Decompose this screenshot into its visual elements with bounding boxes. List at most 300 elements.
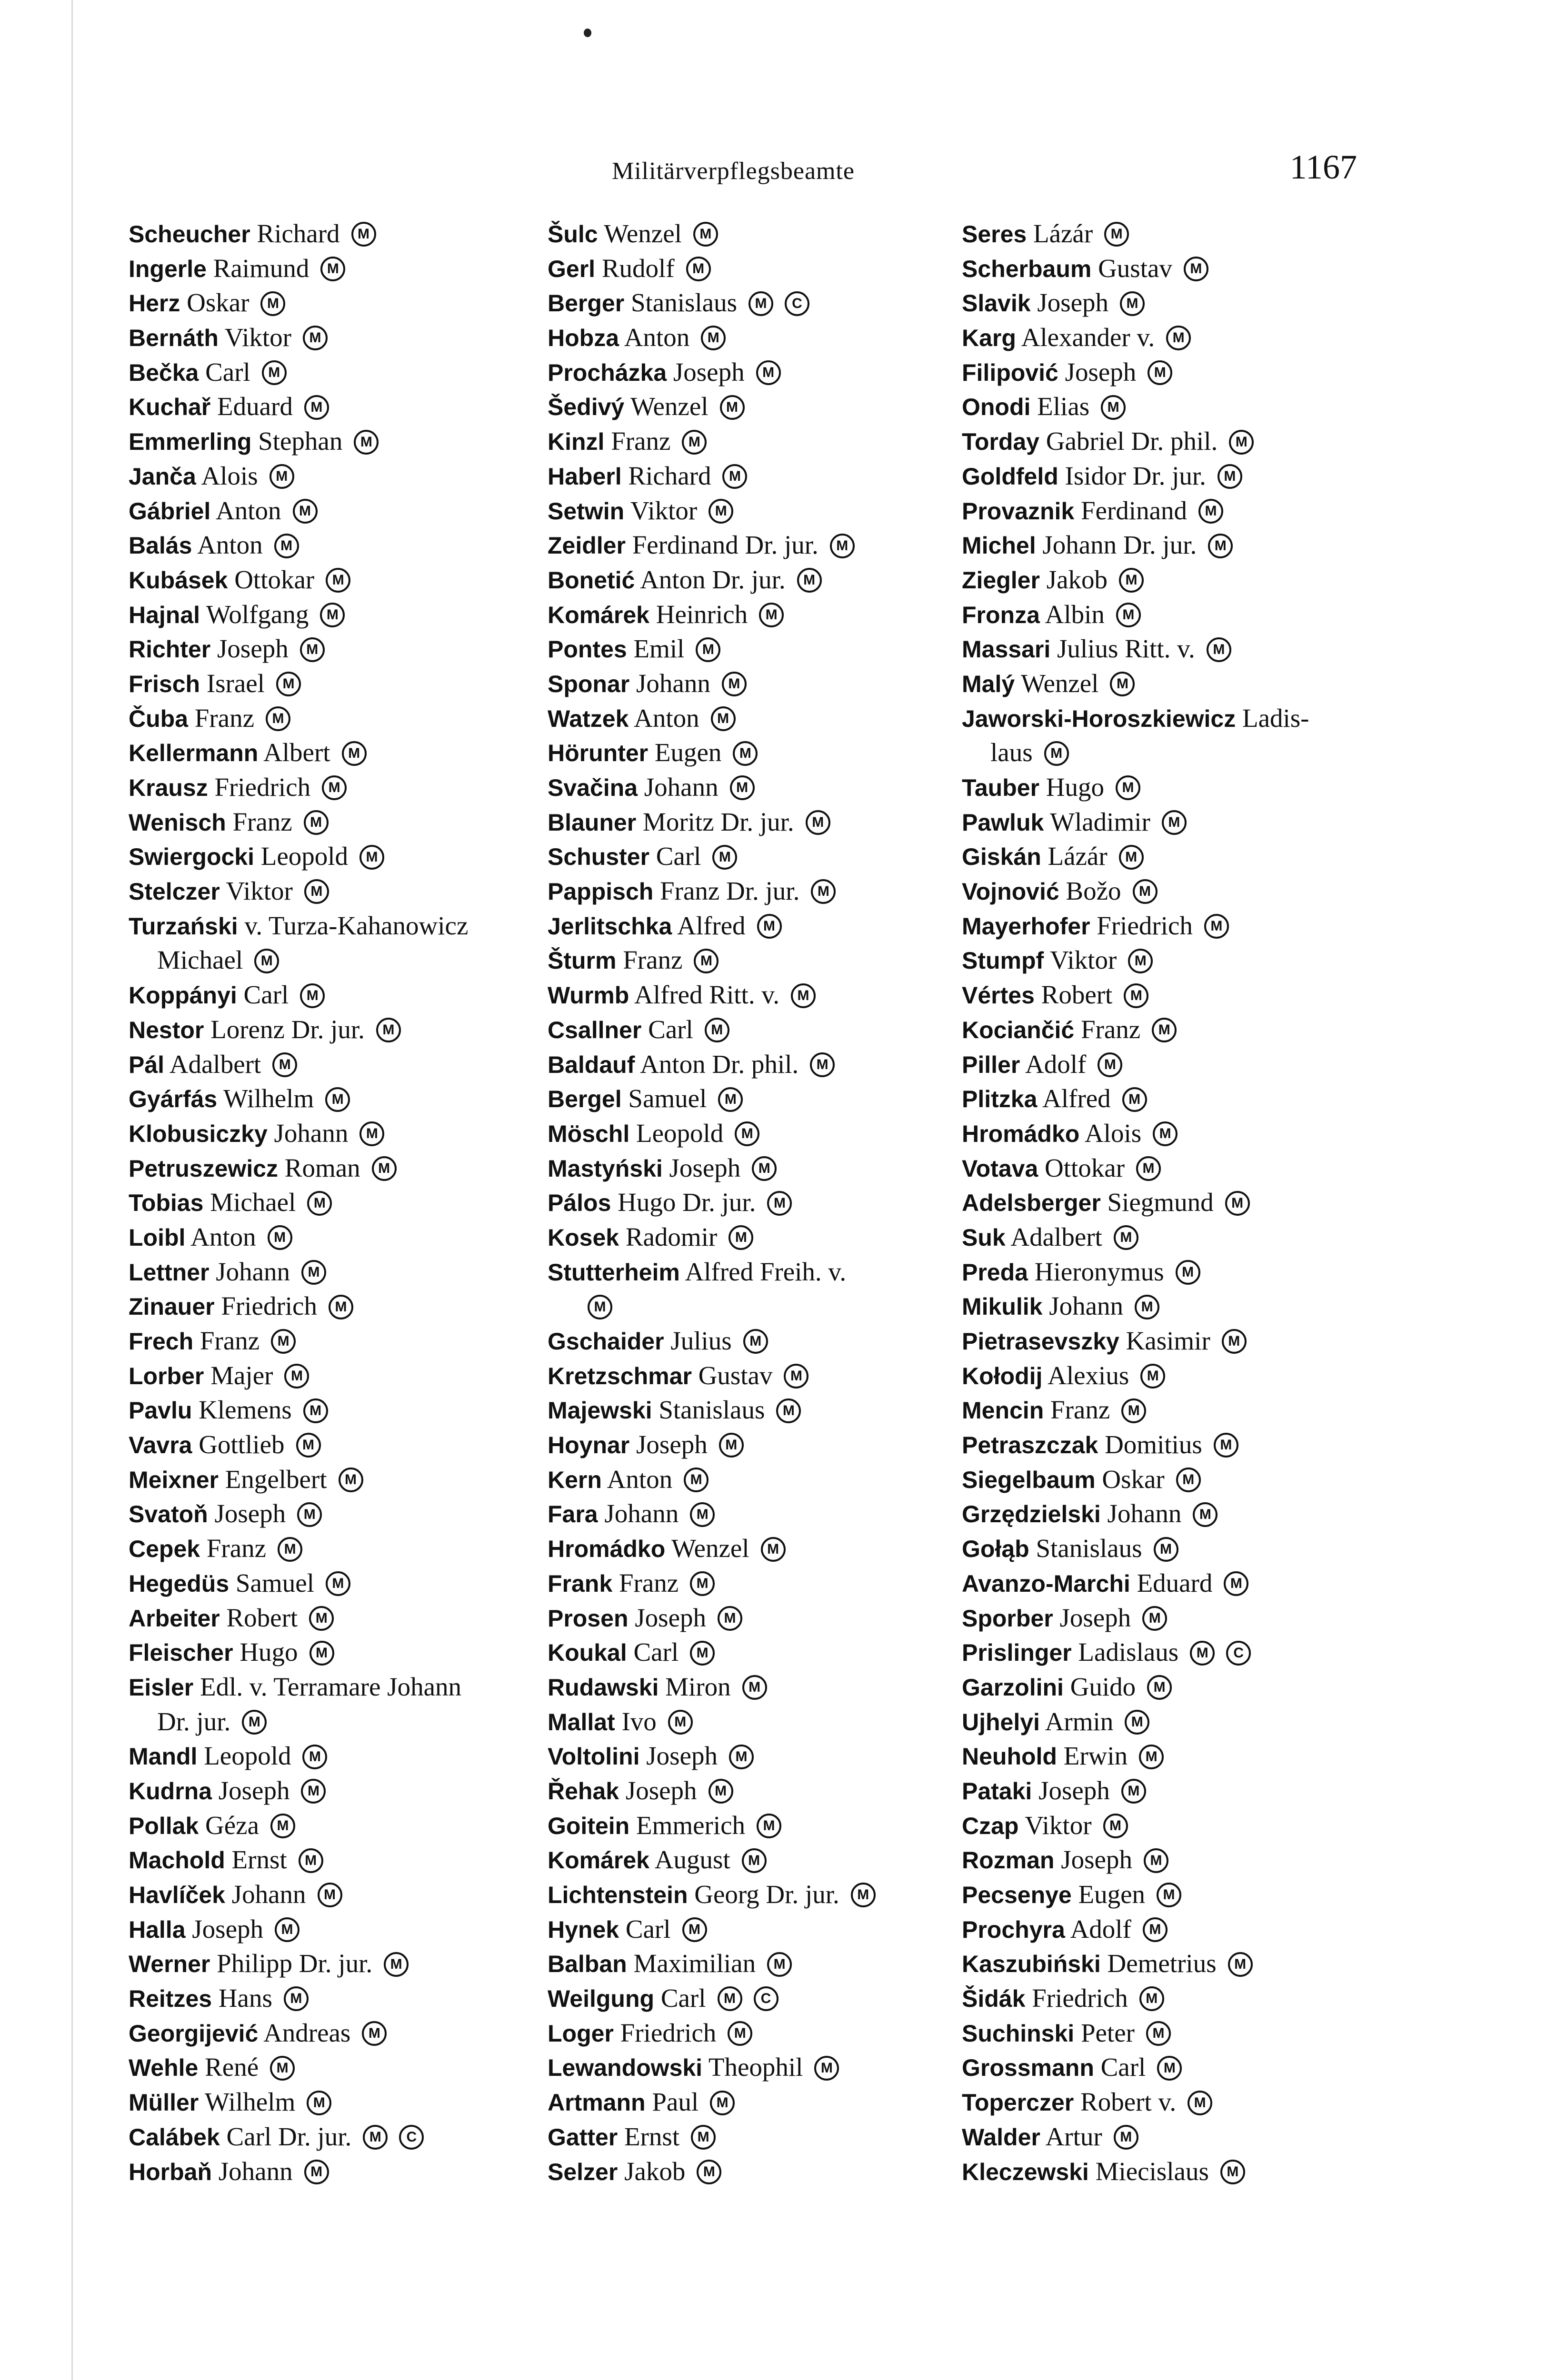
circled-m-icon: M [749, 291, 773, 316]
entry-surname: Jerlitschka [548, 912, 672, 940]
name-entry [129, 666, 529, 701]
entry-surname: Schuster [548, 843, 649, 871]
circled-m-icon: M [272, 1052, 297, 1077]
circled-m-icon: M [1198, 499, 1223, 524]
entry-surname: Suk [962, 1224, 1006, 1251]
name-entry [548, 1843, 943, 1877]
entry-surname: Avanzo-Marchi [962, 1570, 1130, 1597]
entry-surname: Pál [129, 1051, 165, 1078]
entry-given-name: Wenzel [604, 219, 682, 248]
page-number: 1167 [1289, 148, 1357, 186]
name-entry [129, 1289, 529, 1324]
circled-m-icon: M [1176, 1260, 1200, 1285]
circled-m-icon: M [299, 1848, 323, 1873]
entry-given-name: Lázár [1048, 842, 1108, 871]
circled-m-icon: M [814, 2056, 839, 2081]
entry-given-name: Wilhelm [205, 2087, 296, 2117]
entry-given-name: Demetrius [1107, 1949, 1217, 1978]
name-entry [548, 1774, 943, 1808]
entry-given-name: Franz [619, 1568, 679, 1597]
name-entry [129, 805, 529, 840]
entry-given-name: Ernst [231, 1845, 287, 1874]
entry-given-name: Wenzel [630, 392, 709, 421]
entry-surname: Reitzes [129, 1985, 212, 2013]
entry-surname: Tobias [129, 1190, 204, 1217]
entry-given-name: Carl Dr. jur. [226, 2122, 352, 2151]
circled-m-icon: M [1157, 1883, 1181, 1907]
name-entry [962, 2154, 1357, 2189]
name-entry [962, 1739, 1357, 1774]
entry-given-name: Artur [1045, 2122, 1102, 2151]
entry-surname: Kociančić [962, 1016, 1075, 1043]
entry-surname: Svatoň [129, 1501, 208, 1528]
circled-m-icon: M [791, 983, 816, 1008]
circled-m-icon: M [362, 2021, 387, 2046]
entry-given-name: Johann [636, 668, 710, 698]
name-entry [129, 701, 529, 736]
entry-surname: Hromádko [962, 1120, 1080, 1147]
circled-m-icon: M [784, 1364, 808, 1388]
circled-m-icon: M [278, 1537, 302, 1562]
entry-given-name: Johann Dr. jur. [1042, 530, 1197, 560]
name-entry [962, 874, 1357, 909]
entry-given-name: Hans [218, 1983, 272, 2013]
name-entry [962, 597, 1357, 632]
entry-surname: Scheucher [129, 221, 250, 248]
entry-given-name: Majer [210, 1360, 273, 1390]
circled-m-icon: M [690, 1502, 715, 1527]
circled-m-icon: M [1116, 775, 1140, 800]
entry-surname: Setwin [548, 497, 625, 525]
name-entry [962, 217, 1357, 251]
circled-m-icon: M [1214, 1433, 1238, 1458]
name-entry [962, 2050, 1357, 2085]
name-entry [129, 1116, 529, 1151]
entry-given-name: Joseph [635, 1603, 706, 1632]
name-entry [548, 874, 943, 909]
name-entry [548, 943, 943, 978]
circled-m-icon: M [806, 810, 830, 835]
circled-c-icon: C [1226, 1641, 1251, 1666]
entry-given-name: Eduard [1137, 1568, 1213, 1597]
entry-surname: Hobza [548, 325, 619, 352]
circled-m-icon: M [776, 1398, 801, 1423]
name-entry [129, 1635, 529, 1670]
circled-m-icon: M [1166, 326, 1191, 350]
circled-m-icon: M [1148, 360, 1172, 385]
circled-m-icon: M [742, 1848, 767, 1873]
name-entry [962, 1843, 1357, 1877]
entry-given-name: Kasimir [1126, 1326, 1210, 1355]
entry-given-name: Anton [197, 530, 263, 560]
entry-surname: Kretzschmar [548, 1362, 692, 1389]
entry-given-name: Ferdinand Dr. jur. [632, 530, 818, 560]
entry-given-name: Carl [625, 1914, 671, 1944]
circled-m-icon: M [810, 1052, 835, 1077]
entry-given-name: Joseph [673, 357, 745, 387]
entry-given-name: Joseph [1037, 288, 1109, 317]
circled-m-icon: M [1136, 1156, 1161, 1181]
entry-given-name: Samuel [235, 1568, 314, 1597]
name-entry [548, 1185, 943, 1220]
circled-m-icon: M [1144, 1848, 1168, 1873]
entry-surname: Prosen [548, 1605, 629, 1632]
entry-surname: Stumpf [962, 947, 1044, 974]
entry-given-name: Alfred [1042, 1084, 1111, 1113]
entry-surname: Lewandowski [548, 2054, 703, 2082]
circled-m-icon: M [1142, 1606, 1167, 1631]
name-entry [548, 2120, 943, 2154]
entry-given-name: Anton [624, 323, 690, 352]
entry-given-name: Wilhelm [223, 1084, 314, 1113]
circled-m-icon: M [1143, 1917, 1168, 1942]
name-entry [129, 1808, 529, 1843]
circled-m-icon: M [696, 637, 720, 662]
circled-m-icon: M [1104, 222, 1129, 247]
entry-surname: Komárek [548, 601, 649, 628]
circled-m-icon: M [682, 1917, 707, 1942]
entry-given-name: Oskar [187, 288, 250, 317]
circled-m-icon: M [269, 464, 294, 489]
name-entry [548, 909, 943, 943]
entry-given-name: Wolfgang [206, 599, 309, 629]
circled-m-icon: M [830, 534, 855, 558]
name-entry [962, 1047, 1357, 1082]
entry-continuation [129, 1705, 529, 1739]
name-entry [962, 1670, 1357, 1705]
entry-surname: Adelsberger [962, 1190, 1101, 1217]
entry-surname: Lorber [129, 1362, 204, 1389]
circled-m-icon: M [304, 879, 329, 904]
name-entry [129, 597, 529, 632]
circled-m-icon: M [709, 499, 733, 524]
entry-given-name: Leopold [204, 1741, 291, 1771]
entry-surname: Seres [962, 221, 1027, 248]
entry-given-name: Božo [1066, 876, 1121, 906]
entry-given-name: Adolf [1070, 1914, 1131, 1944]
name-entry [129, 874, 529, 909]
name-entry [962, 1705, 1357, 1739]
entry-given-name: Hugo [240, 1637, 298, 1667]
entry-surname: Zeidler [548, 532, 626, 559]
circled-m-icon: M [270, 2056, 295, 2081]
running-header-title: Militärverpflegsbeamte [611, 158, 855, 185]
entry-given-name: Albert [263, 738, 330, 767]
entry-surname: Werner [129, 1951, 210, 1978]
name-entry [962, 251, 1357, 286]
circled-m-icon: M [761, 1537, 786, 1562]
name-entry [129, 2050, 529, 2085]
entry-given-name: Gustav [1098, 253, 1172, 283]
entry-surname: Pollak [129, 1812, 199, 1839]
name-entry [129, 1220, 529, 1255]
entry-surname: Pataki [962, 1777, 1032, 1805]
circled-m-icon: M [354, 430, 379, 455]
circled-m-icon: M [730, 775, 755, 800]
circled-m-icon: M [691, 2125, 716, 2150]
entry-given-name: Johann [274, 1118, 349, 1148]
circled-m-icon: M [302, 1745, 327, 1769]
name-entry [129, 1324, 529, 1359]
entry-surname: Hynek [548, 1916, 619, 1943]
entry-given-name: Joseph [1061, 1845, 1132, 1874]
entry-surname: Gschaider [548, 1328, 664, 1355]
circled-m-icon: M [262, 360, 287, 385]
circled-c-icon: C [399, 2125, 424, 2150]
name-entry [962, 2016, 1357, 2051]
name-entry [962, 1185, 1357, 1220]
entry-surname: Petraszczak [962, 1432, 1098, 1459]
circled-m-icon: M [297, 1502, 322, 1527]
name-entry [129, 2016, 529, 2051]
entry-given-name: August [654, 1845, 730, 1874]
circled-m-icon: M [1222, 1329, 1247, 1354]
name-entry [548, 1220, 943, 1255]
name-entry [548, 2154, 943, 2189]
circled-m-icon: M [1157, 2056, 1182, 2081]
entry-given-name: Hugo [1046, 773, 1104, 802]
name-entry [962, 563, 1357, 597]
entry-surname: Goitein [548, 1812, 630, 1839]
entry-surname: Möschl [548, 1120, 630, 1147]
entry-surname: Pálos [548, 1190, 611, 1217]
entry-given-name: Franz [194, 703, 254, 733]
name-entry [548, 459, 943, 494]
entry-surname: Pawluk [962, 809, 1044, 836]
name-entry [548, 1981, 943, 2016]
name-entry [129, 839, 529, 874]
entry-surname: Lichtenstein [548, 1882, 688, 1908]
circled-m-icon: M [1114, 1225, 1138, 1250]
name-entry [548, 1946, 943, 1981]
entry-given-name: Erwin [1063, 1741, 1128, 1771]
name-entry [962, 424, 1357, 459]
circled-m-icon: M [322, 775, 347, 800]
circled-m-icon: M [1139, 1745, 1164, 1769]
entry-surname: Meixner [129, 1466, 219, 1493]
name-entry [962, 1912, 1357, 1947]
name-entry [962, 494, 1357, 528]
circled-m-icon: M [722, 464, 747, 489]
circled-m-icon: M [718, 1986, 742, 2011]
entry-given-name: Franz [1080, 1014, 1141, 1044]
circled-m-icon: M [1162, 810, 1187, 835]
circled-m-icon: M [1120, 291, 1145, 316]
circled-m-icon: M [320, 257, 345, 281]
entry-given-name: Friedrich [1097, 911, 1193, 940]
name-entry [548, 1151, 943, 1186]
circled-m-icon: M [271, 1329, 296, 1354]
name-entry [129, 2120, 529, 2154]
entry-given-name: Roman [284, 1153, 360, 1182]
circled-m-icon: M [701, 326, 726, 350]
circled-m-icon: M [690, 1571, 715, 1596]
entry-surname: Ujhelyi [962, 1708, 1040, 1735]
entry-surname: Mayerhofer [962, 912, 1090, 940]
circled-m-icon: M [301, 1779, 326, 1804]
entry-surname: Malý [962, 670, 1015, 697]
circled-m-icon: M [1224, 1571, 1248, 1596]
entry-given-name: Viktor [226, 876, 293, 906]
entry-given-name: Engelbert [225, 1464, 327, 1494]
entry-surname: Kudrna [129, 1777, 212, 1805]
name-entry [548, 2050, 943, 2085]
circled-m-icon: M [697, 2160, 721, 2184]
name-entry [129, 563, 529, 597]
name-entry [962, 355, 1357, 390]
name-entry [962, 1359, 1357, 1393]
entry-surname: Pontes [548, 636, 627, 663]
name-entry [129, 1151, 529, 1186]
entry-surname: Ingerle [129, 255, 207, 282]
entry-surname: Ziegler [962, 566, 1040, 594]
circled-m-icon: M [304, 810, 329, 835]
circled-m-icon: M [718, 1087, 743, 1112]
name-entry [548, 528, 943, 563]
name-entry [962, 1081, 1357, 1116]
entry-given-name: Anton [190, 1222, 256, 1251]
entry-surname: Frech [129, 1328, 194, 1355]
name-entry [962, 632, 1357, 666]
circled-m-icon: M [384, 1952, 409, 1977]
circled-m-icon: M [307, 1191, 332, 1216]
entry-given-name: Paul [652, 2087, 699, 2117]
name-entry [129, 424, 529, 459]
entry-given-name: Viktor [224, 323, 291, 352]
circled-m-icon: M [1147, 1675, 1172, 1700]
name-entry [548, 286, 943, 320]
name-entry [962, 770, 1357, 805]
circled-m-icon: M [304, 2160, 329, 2184]
entry-given-name: Domitius [1105, 1430, 1202, 1459]
entry-surname: Šidák [962, 1985, 1026, 2013]
circled-m-icon: M [690, 1641, 715, 1666]
name-entry [548, 217, 943, 251]
entry-surname: Votava [962, 1155, 1038, 1182]
name-column-3 [962, 217, 1357, 2189]
entry-given-name: Hugo Dr. jur. [618, 1188, 756, 1217]
entry-given-name: Ivo [621, 1706, 657, 1736]
circled-m-icon: M [1103, 1814, 1128, 1838]
entry-surname: Mastyński [548, 1155, 663, 1182]
circled-m-icon: M [705, 1018, 729, 1042]
name-column-1 [129, 217, 529, 2189]
name-entry [548, 1116, 943, 1151]
name-entry [548, 805, 943, 840]
circled-m-icon: M [1228, 1952, 1253, 1977]
circled-m-icon: M [326, 1571, 350, 1596]
circled-c-icon: C [785, 291, 809, 316]
entry-given-name: Ladislaus [1078, 1637, 1179, 1667]
entry-surname: Loger [548, 2020, 614, 2047]
entry-surname: Karg [962, 325, 1016, 352]
entry-surname: Hegedüs [129, 1570, 230, 1597]
name-entry [548, 355, 943, 390]
circled-m-icon: M [309, 1641, 334, 1666]
name-entry [962, 1635, 1357, 1670]
name-entry [129, 217, 529, 251]
entry-given-name: Franz [611, 426, 671, 456]
entry-given-name: Joseph [636, 1430, 708, 1459]
entry-given-name: Joseph [1065, 357, 1137, 387]
name-entry [548, 1012, 943, 1047]
circled-m-icon: M [682, 430, 707, 455]
name-entry [962, 943, 1357, 978]
entry-surname: Čuba [129, 705, 188, 732]
name-entry [129, 1393, 529, 1428]
entry-given-name: Franz [232, 807, 292, 836]
name-entry [129, 1843, 529, 1877]
entry-given-name: Franz [206, 1534, 267, 1563]
entry-surname: Procházka [548, 359, 667, 386]
circled-m-icon: M [275, 1917, 299, 1942]
entry-surname: Loibl [129, 1224, 186, 1251]
entry-surname: Torday [962, 428, 1039, 456]
name-entry [962, 1462, 1357, 1497]
entry-surname: Fronza [962, 601, 1040, 628]
circled-m-icon: M [757, 914, 782, 939]
name-entry [548, 1912, 943, 1947]
entry-given-name: Jakob [624, 2156, 686, 2186]
circled-m-icon: M [728, 2021, 752, 2046]
entry-given-name: Adalbert [1010, 1222, 1102, 1251]
entry-given-name: Elias [1037, 392, 1090, 421]
entry-surname: Stelczer [129, 878, 220, 905]
circled-m-icon: M [1193, 1502, 1218, 1527]
name-entry [962, 1566, 1357, 1601]
name-entry [548, 632, 943, 666]
entry-continuation [962, 735, 1357, 770]
circled-m-icon: M [318, 1883, 342, 1907]
name-entry [962, 459, 1357, 494]
circled-m-icon: M [1110, 672, 1135, 696]
name-entry [548, 1462, 943, 1497]
circled-m-icon: M [1128, 949, 1153, 973]
entry-given-name: Heinrich [656, 599, 748, 629]
entry-given-name: Johann [231, 1880, 306, 1909]
circled-m-icon: M [742, 1675, 767, 1700]
entry-given-name: Gustav [698, 1360, 773, 1390]
entry-given-name: Eugen [654, 738, 722, 767]
entry-surname: Scherbaum [962, 255, 1092, 282]
name-entry [548, 1324, 943, 1359]
circled-m-icon: M [372, 1156, 397, 1181]
entry-surname: Eisler [129, 1674, 194, 1701]
circled-m-icon: M [296, 1433, 321, 1458]
entry-surname: Kaszubiński [962, 1951, 1101, 1978]
name-entry [548, 1497, 943, 1531]
entry-given-name: Leopold [260, 842, 349, 871]
entry-surname: Řehak [548, 1777, 619, 1805]
name-entry [129, 528, 529, 563]
entry-surname: Mallat [548, 1708, 615, 1735]
entry-given-name: Dr. jur. [157, 1706, 231, 1736]
circled-m-icon: M [1176, 1468, 1201, 1492]
entry-given-name: Franz Dr. jur. [660, 876, 800, 906]
entry-surname: Garzolini [962, 1674, 1064, 1701]
circled-m-icon: M [1188, 2091, 1212, 2115]
entry-given-name: Miecislaus [1095, 2156, 1209, 2186]
entry-surname: Mandl [129, 1743, 198, 1770]
entry-surname: Wenisch [129, 809, 226, 836]
entry-surname: Richter [129, 636, 211, 663]
entry-given-name: Rudolf [601, 253, 675, 283]
entry-given-name: Richard [257, 219, 340, 248]
entry-surname: Kleczewski [962, 2158, 1089, 2185]
circled-m-icon: M [1225, 1191, 1250, 1216]
entry-surname: Bernáth [129, 325, 219, 352]
entry-given-name: Carl [633, 1637, 679, 1667]
